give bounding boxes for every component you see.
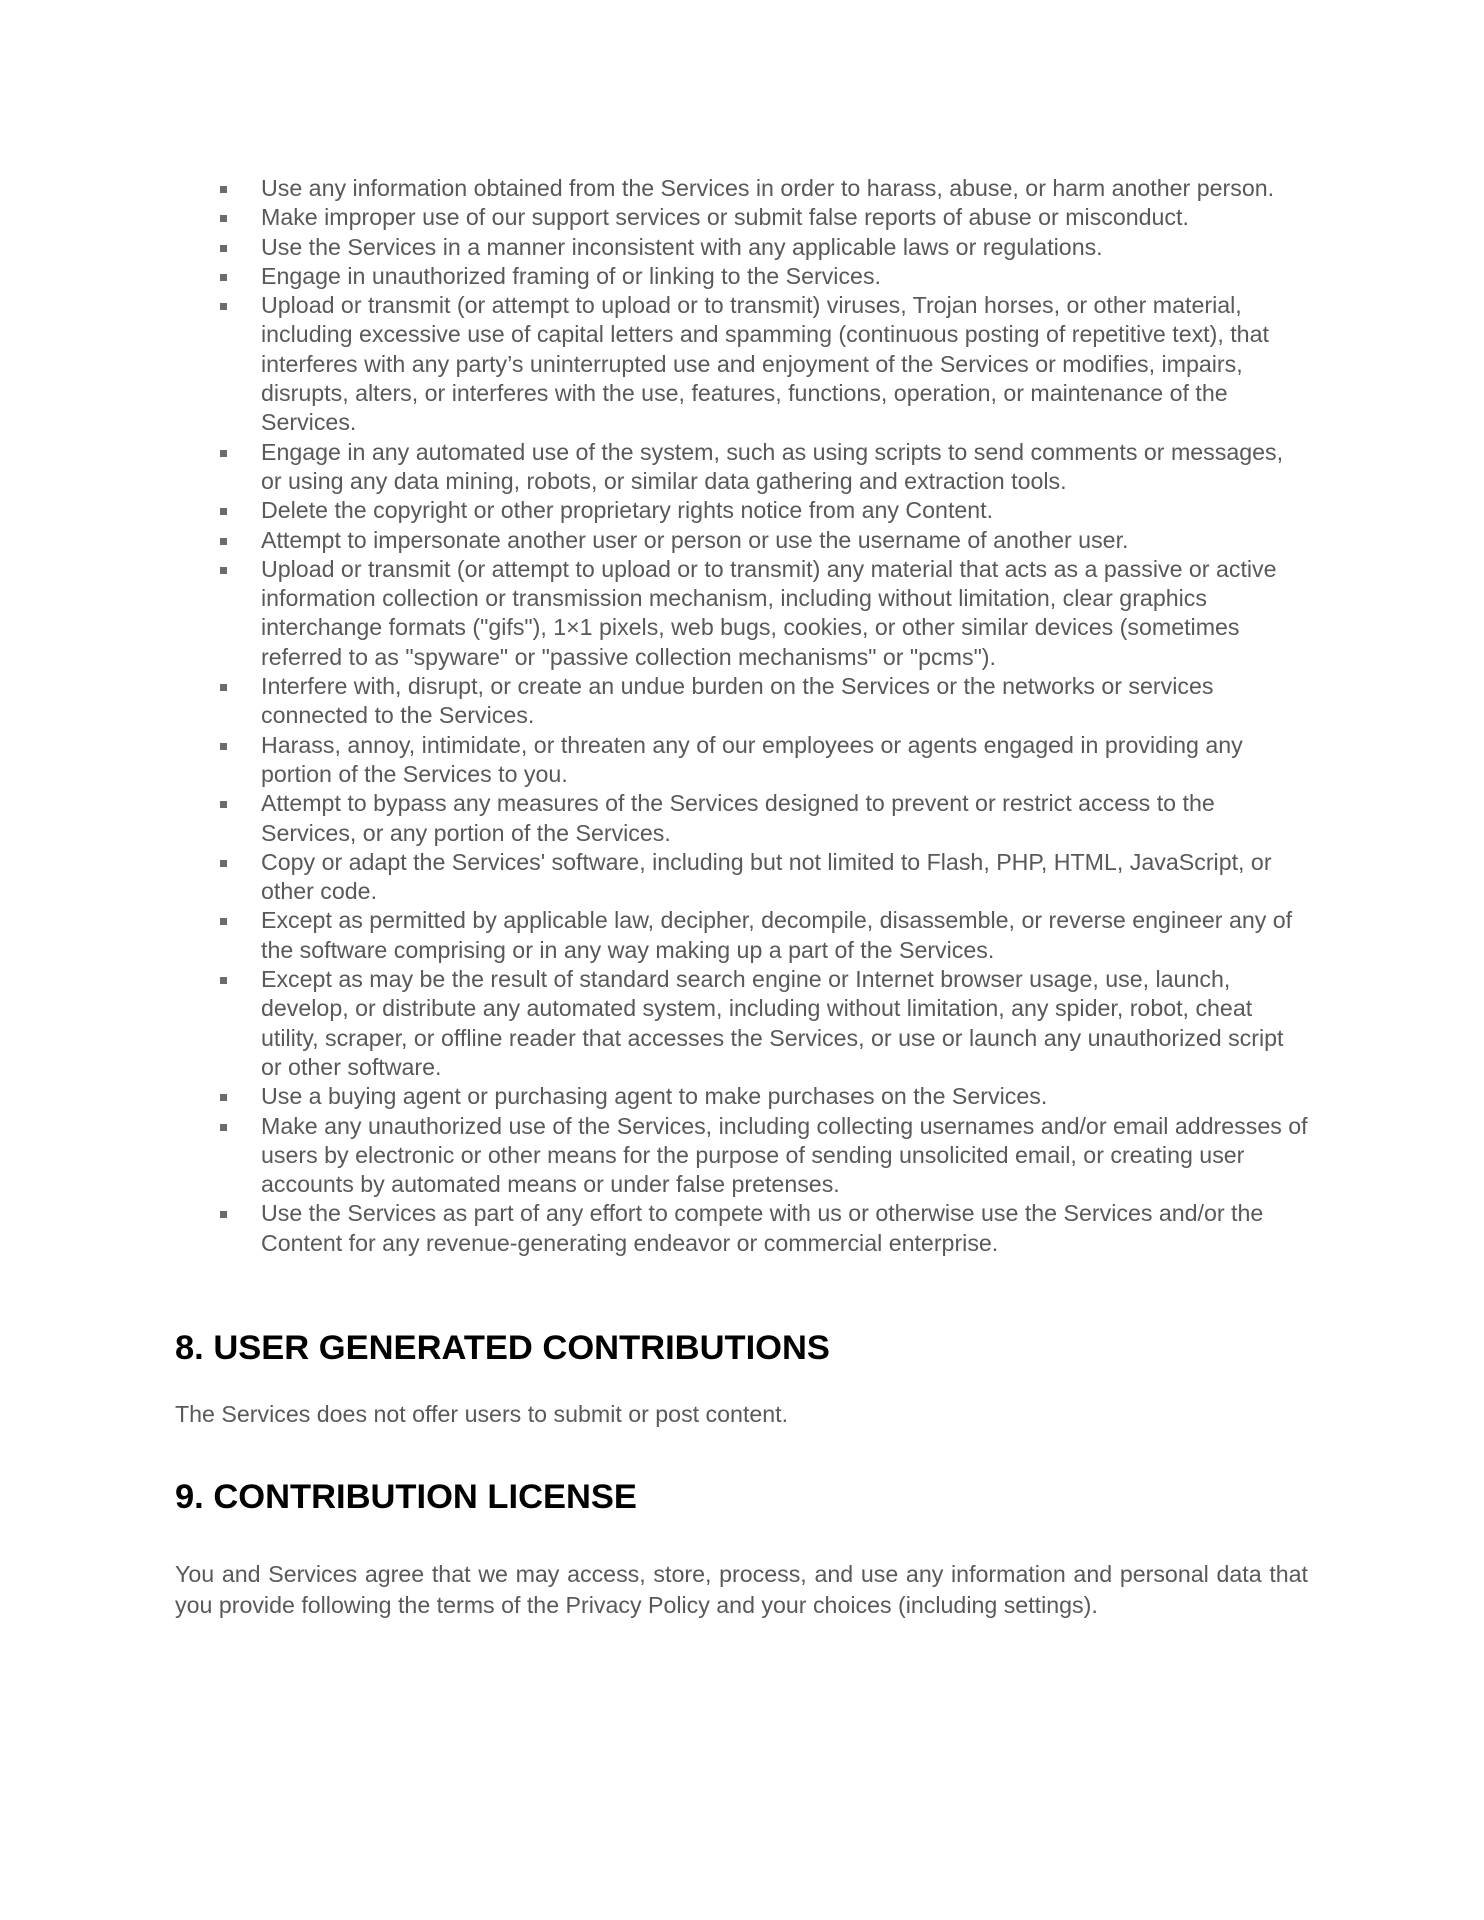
list-item [261,203,1308,232]
list-item-text: Use any information obtained from the Services in order to harass, abuse, or harm another person. [261,175,1275,201]
section-8-paragraph: The Services does not offer users to submit or post content. [175,1400,789,1427]
list-item-text: Copy or adapt the Services' software, including but not limited to Flash, PHP, HTML, JavaScript, or other code. [261,848,1272,905]
square-bullet-icon [220,274,227,281]
list-item-text: Upload or transmit (or attempt to upload or to transmit) any material that acts as a passive or active information collection or transmission mechanism, including without limitation, clear graphics interchange formats ("gifs"), 1×1 pixels, web bugs, cookies, or other similar devices (sometimes referred to as "spyware" or "passive collection mechanisms" or "pcms"). [261,555,1277,670]
document-page [175,174,1308,1620]
list-item [261,965,1308,1082]
list-item-text: Use a buying agent or purchasing agent to make purchases on the Services. [261,1083,1048,1110]
list-item [261,262,1308,291]
list-item [261,438,1308,497]
list-item [261,1112,1308,1200]
list-item [261,731,1308,790]
square-bullet-icon [220,1211,227,1218]
list-item [261,233,1308,262]
prohibited-activities-list [175,174,1308,1258]
list-item-text: Use the Services in a manner inconsistent with any applicable laws or regulations. [261,233,1103,260]
list-item-text: Make improper use of our support services or submit false reports of abuse or misconduct. [261,204,1189,231]
list-item [261,1082,1308,1111]
square-bullet-icon [220,245,227,252]
square-bullet-icon [220,860,227,867]
list-item [261,906,1308,965]
list-item [261,555,1308,672]
square-bullet-icon [220,215,227,222]
list-item [261,1199,1308,1258]
square-bullet-icon [220,303,227,310]
list-item-text: Upload or transmit (or attempt to upload or to transmit) viruses, Trojan horses, or other material, including excessive use of capital letters and spamming (continuous posting of repetitive text), that interferes with any party’s uninterrupted use and enjoyment of the Services or modifies, impairs, disrupts, alters, or interferes with the use, features, functions, operation, or maintenance of the Services. [261,292,1269,436]
list-item-text: Engage in unauthorized framing of or linking to the Services. [261,262,881,289]
square-bullet-icon [220,508,227,515]
square-bullet-icon [220,743,227,750]
square-bullet-icon [220,801,227,808]
list-item-text: Except as permitted by applicable law, decipher, decompile, disassemble, or reverse engineer any of the software comprising or in any way making up a part of the Services. [261,907,1293,963]
section-9-paragraph: You and Services agree that we may access, store, process, and use any information and personal data that you provide following the terms of the Privacy Policy and your choices (including settings). [175,1561,1308,1618]
list-item-text: Attempt to bypass any measures of the Services designed to prevent or restrict access to the Services, or any portion of the Services. [261,790,1215,846]
square-bullet-icon [220,450,227,457]
list-item-text: Interfere with, disrupt, or create an undue burden on the Services or the networks or services connected to the Services. [261,673,1214,729]
list-item [261,789,1308,848]
list-item-text: Use the Services as part of any effort to compete with us or otherwise use the Services and/or the Content for any revenue-generating endeavor or commercial enterprise. [261,1200,1264,1256]
list-item [261,848,1308,907]
list-item-text: Except as may be the result of standard search engine or Internet browser usage, use, launch, develop, or distribute any automated system, including without limitation, any spider, robot, cheat utility, scraper, or offline reader that accesses the Services, or use or launch any unauthorized script or other software. [261,966,1284,1080]
list-item-text: Engage in any automated use of the system, such as using scripts to send comments or messages, or using any data mining, robots, or similar data gathering and extraction tools. [261,438,1284,494]
list-item-text: Make any unauthorized use of the Services, including collecting usernames and/or email addresses of users by electronic or other means for the purpose of sending unsolicited email, or creating user accounts by automated means or under false pretenses. [261,1112,1308,1198]
list-item-text: Attempt to impersonate another user or person or use the username of another user. [261,526,1129,553]
square-bullet-icon [220,1124,227,1131]
list-item [261,174,1308,203]
square-bullet-icon [220,918,227,925]
square-bullet-icon [220,567,227,574]
square-bullet-icon [220,538,227,545]
square-bullet-icon [220,684,227,691]
list-item [261,526,1308,555]
list-item-text: Delete the copyright or other proprietary rights notice from any Content. [261,497,994,524]
square-bullet-icon [220,1094,227,1101]
list-item [261,291,1308,437]
list-item [261,496,1308,525]
square-bullet-icon [220,977,227,984]
section-8-heading: 8. USER GENERATED CONTRIBUTIONS [175,1328,830,1367]
list-item [261,672,1308,731]
section-9-heading: 9. CONTRIBUTION LICENSE [175,1478,637,1517]
list-item-text: Harass, annoy, intimidate, or threaten any of our employees or agents engaged in providing any portion of the Services to you. [261,731,1243,787]
square-bullet-icon [220,186,227,193]
